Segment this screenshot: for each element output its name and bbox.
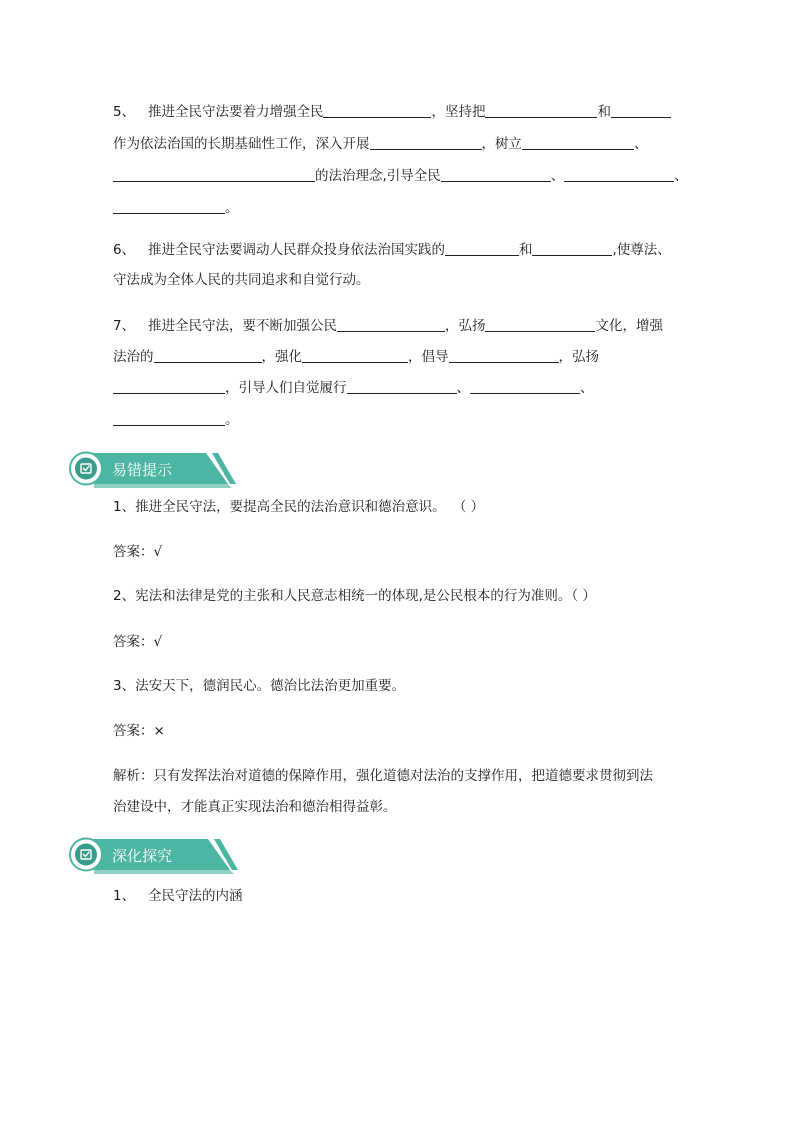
q7-line3: ，引导人们自觉履行 、 、 [113,378,594,398]
q7-line4: 。 [113,410,239,430]
q5-line2: 作为依法治国的长期基础性工作，深入开展 ，树立 、 [113,136,648,152]
blank[interactable] [113,411,225,426]
tip-1: 1、推进全民守法，要提高全民的法治意识和德治意识。 （ ） [113,499,485,515]
answer-paren: （ ） [459,499,485,515]
blank[interactable] [564,167,674,182]
q5-line3: 的法治理念,引导全民 、 、 [113,166,688,186]
q6-line2: 守法成为全体人民的共同追求和自觉行动。 [113,272,370,288]
answer-2: 答案：√ [113,634,163,650]
blank[interactable] [347,379,457,394]
blank[interactable] [323,103,431,118]
blank[interactable] [522,135,634,150]
answer-1: 答案：√ [113,544,163,560]
answer-3: 答案：× [113,723,165,739]
explanation-line2: 治建设中，才能真正实现法治和德治相得益彰。 [113,799,397,815]
section-title: 深化探究 [112,847,173,865]
q7-line1: 7、 推进全民守法，要不断加强公民 ，弘扬 文化，增强 [113,318,663,334]
blank[interactable] [113,379,225,394]
blank[interactable] [370,135,482,150]
tip-3: 3、法安天下，德润民心。德治比法治更加重要。 [113,678,406,694]
q6-line1: 6、 推进全民守法要调动人民群众投身依法治国实践的 和 ,使尊法、 [113,242,671,258]
section-banner-tips [66,450,236,490]
explanation-line1: 解析：只有发挥法治对道德的保障作用，强化道德对法治的支撑作用，把道德要求贯彻到法 [113,768,653,784]
blank[interactable] [113,199,225,214]
blank[interactable] [485,317,595,332]
q5-line4: 。 [113,198,239,218]
tip-2: 2、宪法和法律是党的主张和人民意志相统一的体现,是公民根本的行为准则。（ ） [113,588,596,604]
blank[interactable] [470,379,580,394]
q7-line2: 法治的 ，强化 ，倡导 ，弘扬 [113,349,599,365]
section-title: 易错提示 [112,461,173,479]
blank[interactable] [302,348,408,363]
blank[interactable] [532,241,612,256]
blank[interactable] [445,241,519,256]
q6-number: 6、 [113,242,136,258]
blank[interactable] [337,317,445,332]
explore-item-1: 1、 全民守法的内涵 [113,888,243,904]
q5-line1: 5、 推进全民守法要着力增强全民 ，坚持把 和 [113,102,671,122]
q5-number: 5、 [113,104,136,120]
q7-number: 7、 [113,318,136,334]
blank[interactable] [154,348,262,363]
blank[interactable] [113,167,315,182]
blank[interactable] [611,103,671,118]
blank[interactable] [485,103,597,118]
blank[interactable] [449,348,559,363]
section-banner-explore [66,836,238,876]
blank[interactable] [441,167,551,182]
